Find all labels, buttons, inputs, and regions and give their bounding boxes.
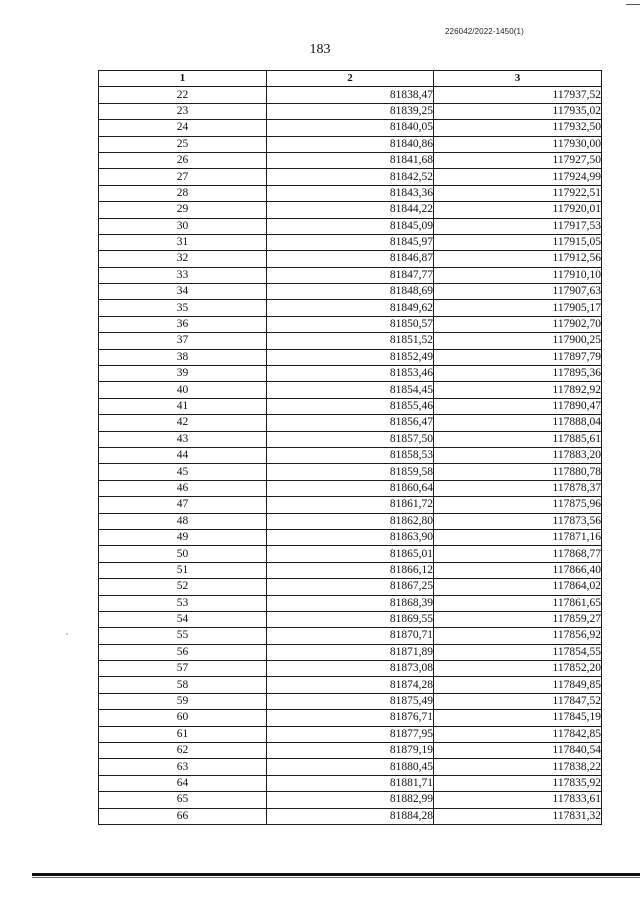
point-number-cell: 49 <box>99 529 267 545</box>
x-coordinate-cell: 81849,62 <box>267 300 434 316</box>
point-number-cell: 51 <box>99 562 267 578</box>
point-number-cell: 27 <box>99 169 267 185</box>
x-coordinate-cell: 81881,71 <box>267 775 434 791</box>
x-coordinate-cell: 81874,28 <box>267 677 434 693</box>
point-number-cell: 30 <box>99 218 267 234</box>
x-coordinate-cell: 81880,45 <box>267 759 434 775</box>
x-coordinate-cell: 81839,25 <box>267 103 434 119</box>
point-number-cell: 33 <box>99 267 267 283</box>
x-coordinate-cell: 81865,01 <box>267 546 434 562</box>
point-number-cell: 58 <box>99 677 267 693</box>
y-coordinate-cell: 117835,92 <box>434 775 602 791</box>
table-row <box>99 169 602 185</box>
x-coordinate-cell: 81853,46 <box>267 366 434 382</box>
table-row <box>99 234 602 250</box>
table-row <box>99 87 602 103</box>
table-row <box>99 628 602 644</box>
y-coordinate-cell: 117864,02 <box>434 579 602 595</box>
scan-speck <box>66 633 68 635</box>
corner-mark <box>626 4 640 5</box>
point-number-cell: 43 <box>99 431 267 447</box>
x-coordinate-cell: 81876,71 <box>267 710 434 726</box>
point-number-cell: 60 <box>99 710 267 726</box>
table-row <box>99 382 602 398</box>
point-number-cell: 50 <box>99 546 267 562</box>
x-coordinate-cell: 81862,80 <box>267 513 434 529</box>
table-row <box>99 562 602 578</box>
x-coordinate-cell: 81877,95 <box>267 726 434 742</box>
x-coordinate-cell: 81873,08 <box>267 661 434 677</box>
table-row <box>99 447 602 463</box>
table-row <box>99 120 602 136</box>
x-coordinate-cell: 81871,89 <box>267 644 434 660</box>
x-coordinate-cell: 81847,77 <box>267 267 434 283</box>
table-row <box>99 316 602 332</box>
table-row <box>99 710 602 726</box>
table-row <box>99 218 602 234</box>
y-coordinate-cell: 117845,19 <box>434 710 602 726</box>
point-number-cell: 62 <box>99 743 267 759</box>
table-row <box>99 792 602 808</box>
table-row <box>99 759 602 775</box>
point-number-cell: 61 <box>99 726 267 742</box>
y-coordinate-cell: 117838,22 <box>434 759 602 775</box>
x-coordinate-cell: 81856,47 <box>267 415 434 431</box>
y-coordinate-cell: 117915,05 <box>434 234 602 250</box>
table-row <box>99 251 602 267</box>
bottom-rule <box>32 873 640 876</box>
table-row <box>99 152 602 168</box>
point-number-cell: 37 <box>99 333 267 349</box>
y-coordinate-cell: 117859,27 <box>434 611 602 627</box>
x-coordinate-cell: 81882,99 <box>267 792 434 808</box>
table-row <box>99 579 602 595</box>
table-row <box>99 644 602 660</box>
point-number-cell: 22 <box>99 87 267 103</box>
y-coordinate-cell: 117866,40 <box>434 562 602 578</box>
table-row <box>99 103 602 119</box>
x-coordinate-cell: 81866,12 <box>267 562 434 578</box>
bottom-rule-thin <box>32 877 640 878</box>
y-coordinate-cell: 117833,61 <box>434 792 602 808</box>
point-number-cell: 40 <box>99 382 267 398</box>
x-coordinate-cell: 81858,53 <box>267 447 434 463</box>
x-coordinate-cell: 81860,64 <box>267 480 434 496</box>
point-number-cell: 56 <box>99 644 267 660</box>
table-row <box>99 185 602 201</box>
y-coordinate-cell: 117922,51 <box>434 185 602 201</box>
column-header-x: 2 <box>267 71 434 87</box>
table-row <box>99 726 602 742</box>
point-number-cell: 35 <box>99 300 267 316</box>
point-number-cell: 32 <box>99 251 267 267</box>
x-coordinate-cell: 81861,72 <box>267 497 434 513</box>
y-coordinate-cell: 117912,56 <box>434 251 602 267</box>
table-row <box>99 661 602 677</box>
document-id: 226042/2022-1450(1) <box>445 27 524 36</box>
y-coordinate-cell: 117890,47 <box>434 398 602 414</box>
y-coordinate-cell: 117842,85 <box>434 726 602 742</box>
table-row <box>99 677 602 693</box>
table-body <box>99 87 602 825</box>
y-coordinate-cell: 117854,55 <box>434 644 602 660</box>
x-coordinate-cell: 81875,49 <box>267 693 434 709</box>
y-coordinate-cell: 117878,37 <box>434 480 602 496</box>
y-coordinate-cell: 117932,50 <box>434 120 602 136</box>
table-row <box>99 595 602 611</box>
table-row <box>99 529 602 545</box>
y-coordinate-cell: 117907,63 <box>434 284 602 300</box>
x-coordinate-cell: 81850,57 <box>267 316 434 332</box>
y-coordinate-cell: 117888,04 <box>434 415 602 431</box>
y-coordinate-cell: 117875,96 <box>434 497 602 513</box>
table-row <box>99 349 602 365</box>
table-row <box>99 546 602 562</box>
x-coordinate-cell: 81870,71 <box>267 628 434 644</box>
x-coordinate-cell: 81855,46 <box>267 398 434 414</box>
x-coordinate-cell: 81868,39 <box>267 595 434 611</box>
y-coordinate-cell: 117885,61 <box>434 431 602 447</box>
y-coordinate-cell: 117856,92 <box>434 628 602 644</box>
x-coordinate-cell: 81843,36 <box>267 185 434 201</box>
point-number-cell: 25 <box>99 136 267 152</box>
y-coordinate-cell: 117927,50 <box>434 152 602 168</box>
x-coordinate-cell: 81867,25 <box>267 579 434 595</box>
x-coordinate-cell: 81851,52 <box>267 333 434 349</box>
x-coordinate-cell: 81852,49 <box>267 349 434 365</box>
y-coordinate-cell: 117910,10 <box>434 267 602 283</box>
x-coordinate-cell: 81869,55 <box>267 611 434 627</box>
point-number-cell: 63 <box>99 759 267 775</box>
point-number-cell: 59 <box>99 693 267 709</box>
point-number-cell: 39 <box>99 366 267 382</box>
x-coordinate-cell: 81884,28 <box>267 808 434 824</box>
point-number-cell: 46 <box>99 480 267 496</box>
x-coordinate-cell: 81845,97 <box>267 234 434 250</box>
x-coordinate-cell: 81879,19 <box>267 743 434 759</box>
table-row <box>99 743 602 759</box>
y-coordinate-cell: 117849,85 <box>434 677 602 693</box>
y-coordinate-cell: 117897,79 <box>434 349 602 365</box>
table-row <box>99 775 602 791</box>
y-coordinate-cell: 117924,99 <box>434 169 602 185</box>
x-coordinate-cell: 81845,09 <box>267 218 434 234</box>
y-coordinate-cell: 117937,52 <box>434 87 602 103</box>
point-number-cell: 23 <box>99 103 267 119</box>
page-number: 183 <box>309 42 331 57</box>
y-coordinate-cell: 117920,01 <box>434 202 602 218</box>
y-coordinate-cell: 117880,78 <box>434 464 602 480</box>
point-number-cell: 55 <box>99 628 267 644</box>
x-coordinate-cell: 81846,87 <box>267 251 434 267</box>
table-row <box>99 464 602 480</box>
point-number-cell: 26 <box>99 152 267 168</box>
point-number-cell: 53 <box>99 595 267 611</box>
table-row <box>99 398 602 414</box>
table-row <box>99 808 602 824</box>
table-row <box>99 513 602 529</box>
point-number-cell: 41 <box>99 398 267 414</box>
point-number-cell: 45 <box>99 464 267 480</box>
y-coordinate-cell: 117831,32 <box>434 808 602 824</box>
x-coordinate-cell: 81854,45 <box>267 382 434 398</box>
table-row <box>99 693 602 709</box>
x-coordinate-cell: 81857,50 <box>267 431 434 447</box>
y-coordinate-cell: 117905,17 <box>434 300 602 316</box>
table-row <box>99 333 602 349</box>
table-row <box>99 415 602 431</box>
point-number-cell: 54 <box>99 611 267 627</box>
point-number-cell: 47 <box>99 497 267 513</box>
x-coordinate-cell: 81844,22 <box>267 202 434 218</box>
table-row <box>99 480 602 496</box>
x-coordinate-cell: 81838,47 <box>267 87 434 103</box>
y-coordinate-cell: 117861,65 <box>434 595 602 611</box>
table-row <box>99 284 602 300</box>
point-number-cell: 42 <box>99 415 267 431</box>
point-number-cell: 38 <box>99 349 267 365</box>
point-number-cell: 44 <box>99 447 267 463</box>
point-number-cell: 64 <box>99 775 267 791</box>
table-row <box>99 136 602 152</box>
y-coordinate-cell: 117868,77 <box>434 546 602 562</box>
y-coordinate-cell: 117902,70 <box>434 316 602 332</box>
x-coordinate-cell: 81840,05 <box>267 120 434 136</box>
x-coordinate-cell: 81848,69 <box>267 284 434 300</box>
y-coordinate-cell: 117900,25 <box>434 333 602 349</box>
y-coordinate-cell: 117917,53 <box>434 218 602 234</box>
point-number-cell: 65 <box>99 792 267 808</box>
y-coordinate-cell: 117895,36 <box>434 366 602 382</box>
table-row <box>99 300 602 316</box>
y-coordinate-cell: 117873,56 <box>434 513 602 529</box>
point-number-cell: 66 <box>99 808 267 824</box>
point-number-cell: 48 <box>99 513 267 529</box>
point-number-cell: 29 <box>99 202 267 218</box>
table-row <box>99 267 602 283</box>
y-coordinate-cell: 117840,54 <box>434 743 602 759</box>
table-row <box>99 366 602 382</box>
y-coordinate-cell: 117871,16 <box>434 529 602 545</box>
table-header-row <box>99 71 602 87</box>
point-number-cell: 36 <box>99 316 267 332</box>
y-coordinate-cell: 117852,20 <box>434 661 602 677</box>
table-row <box>99 431 602 447</box>
x-coordinate-cell: 81859,58 <box>267 464 434 480</box>
y-coordinate-cell: 117883,20 <box>434 447 602 463</box>
table-row <box>99 497 602 513</box>
x-coordinate-cell: 81863,90 <box>267 529 434 545</box>
x-coordinate-cell: 81841,68 <box>267 152 434 168</box>
y-coordinate-cell: 117935,02 <box>434 103 602 119</box>
coordinates-table <box>98 70 602 825</box>
point-number-cell: 52 <box>99 579 267 595</box>
x-coordinate-cell: 81840,86 <box>267 136 434 152</box>
point-number-cell: 34 <box>99 284 267 300</box>
y-coordinate-cell: 117930,00 <box>434 136 602 152</box>
point-number-cell: 31 <box>99 234 267 250</box>
column-header-point: 1 <box>99 71 267 87</box>
point-number-cell: 28 <box>99 185 267 201</box>
y-coordinate-cell: 117847,52 <box>434 693 602 709</box>
table-row <box>99 611 602 627</box>
point-number-cell: 57 <box>99 661 267 677</box>
table-row <box>99 202 602 218</box>
column-header-y: 3 <box>434 71 602 87</box>
y-coordinate-cell: 117892,92 <box>434 382 602 398</box>
point-number-cell: 24 <box>99 120 267 136</box>
x-coordinate-cell: 81842,52 <box>267 169 434 185</box>
